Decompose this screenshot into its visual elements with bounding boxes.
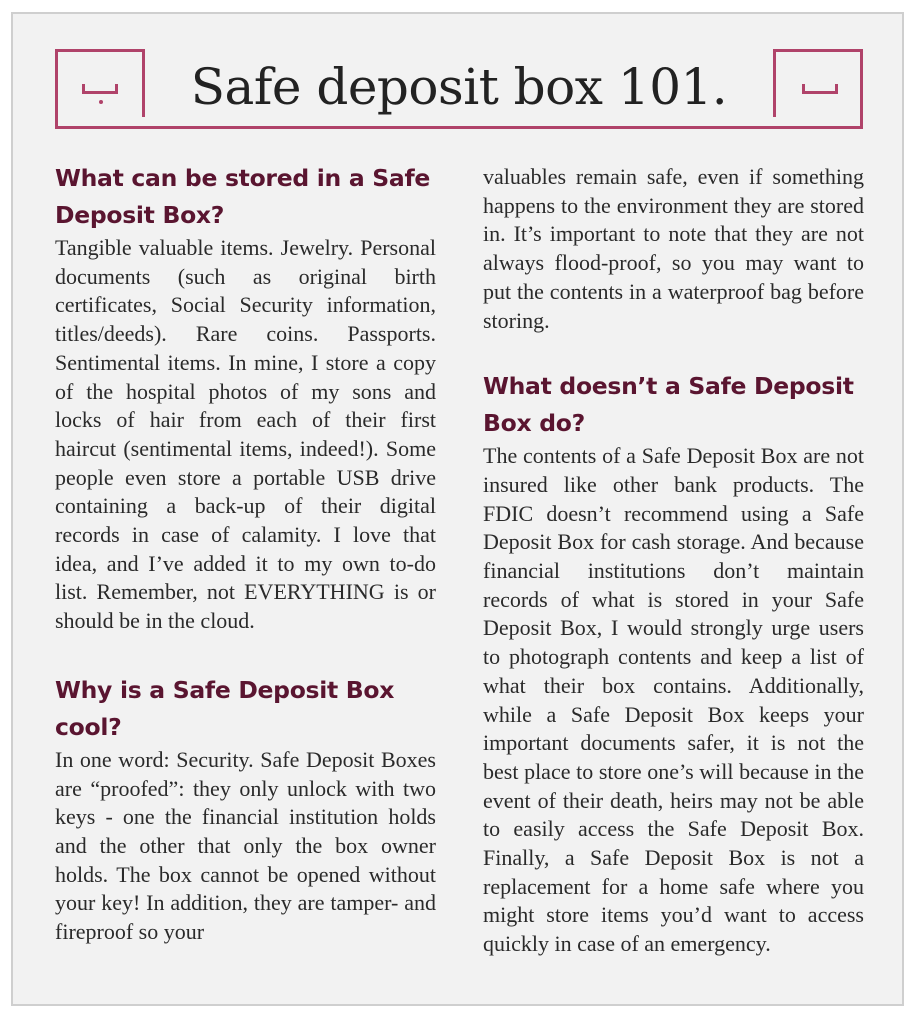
section-heading: Why is a Safe Deposit Box cool? [55,675,395,741]
section-body: The contents of a Safe Deposit Box are not insured like other bank products. The FDIC doesn’t recommend using a Safe Deposit Box for cash storage. And because financial institutions don’t maintain records of what is stored in your Safe Deposit Box, I would strongly urge users to photograph contents and keep a list of what their box contains. Additionally, while a Safe Deposit Box keeps your important documents safer, it is not the best place to store one’s will because in the event of their death, heirs may not be able to easily access the Safe Deposit Box. Finally, a Safe Deposit Box is not a replacement for a home safe where you might store items you’d want to access quickly in case of an emergency. [483,443,864,957]
left-column [55,160,436,947]
bracket-ornament-icon [802,84,838,94]
section-body: In one word: Security. Safe Deposit Boxes are “proofed”: they only unlock with two keys - one the financial institution holds and the other that only the box owner holds. The box cannot be opened without your key! In addition, they are tamper- and fireproof so your [55,746,436,945]
section-heading: What can be stored in a Safe Deposit Box? [55,164,431,229]
title-banner [55,49,863,129]
section-body-continued: valuables remain safe, even if something happens to the environment they are stored in. It’s important to note that they are not always flood-proof, so you may want to put the contents in a waterproof bag before storing. [483,164,864,333]
section-body: Tangible valuable items. Jewelry. Personal documents (such as original birth certificates, Social Security information, titles/deeds). Rare coins. Passports. Sentimental items. In mine, I store a copy of the hospital photos of my sons and locks of hair from each of their first haircut (sentimental items, indeed!). Some people even store a portable USB drive containing a back-up of their digital records in case of calamity. I love that idea, and I’ve added it to my own to-do list. Remember, not EVERYTHING is or should be in the cloud. [55,235,436,634]
corner-ornament-right [773,49,863,117]
right-column [483,163,864,959]
section-heading: What doesn’t a Safe Deposit Box do? [483,372,854,438]
page-title: Safe deposit box 101. [190,58,728,116]
